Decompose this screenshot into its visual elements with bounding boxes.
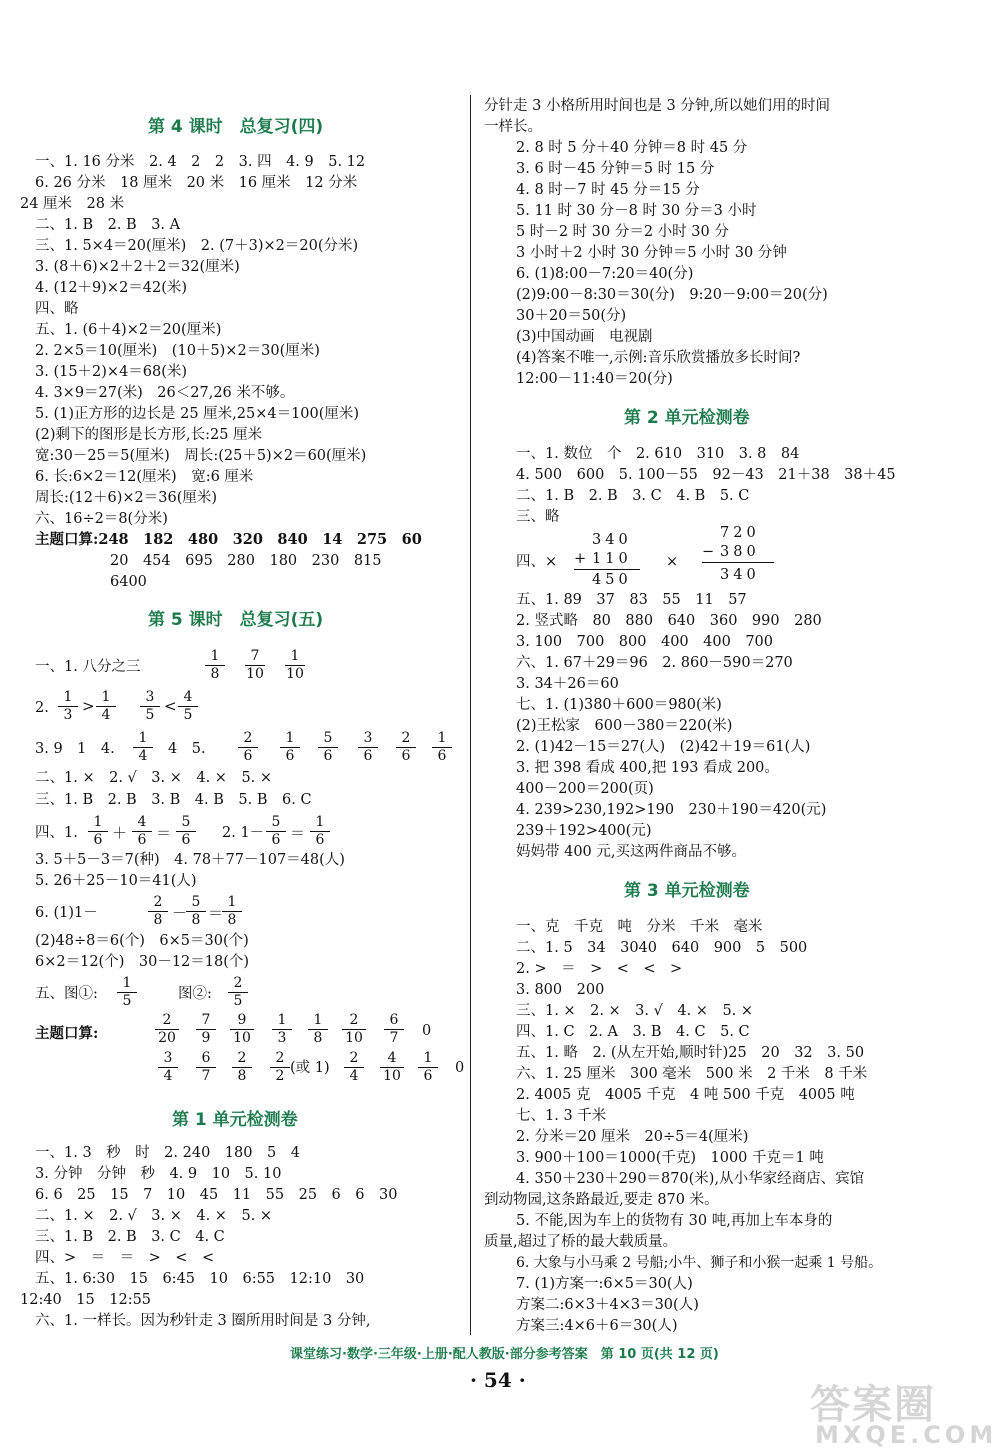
fraction: 5 6 xyxy=(266,814,286,849)
fraction: 1 6 xyxy=(310,814,330,849)
vertical-calc-result: 340 xyxy=(720,567,760,583)
text-line: 二、1. × 2. √ 3. × 4. × 5. × xyxy=(35,770,273,786)
fraction: 1 4 xyxy=(133,730,153,765)
text-line: 五、图①: xyxy=(35,986,98,1002)
text-line: 四、> ＝ ＝ > < < xyxy=(35,1250,215,1266)
vertical-calc-mid: 380 xyxy=(720,544,760,560)
vertical-calc-op: − xyxy=(702,544,719,560)
watermark-text: 答案圈 xyxy=(810,1382,936,1428)
text-line: 分针走 3 小格所用时间也是 3 分钟,所以她们用的时间 xyxy=(484,98,830,114)
text-line: 5. 26＋25－10＝41(人) xyxy=(35,873,197,889)
text-line: 五、1. 6:30 15 6:45 10 6:55 12:10 30 xyxy=(35,1271,365,1287)
operator: ＝ xyxy=(290,824,306,842)
text-line: 2. > ＝ > < < > xyxy=(516,961,683,977)
text-line: 24 厘米 28 米 xyxy=(20,196,125,212)
text-line: 239＋192>400(元) xyxy=(516,823,652,839)
column-divider xyxy=(470,95,471,1335)
fraction: 2 4 xyxy=(344,1050,364,1085)
text-line: 方案三:4×6＋6＝30(人) xyxy=(516,1318,678,1334)
text-line: 六、1. 67＋29＝96 2. 860－590＝270 xyxy=(516,655,793,671)
text-line: (4)答案不唯一,示例:音乐欣赏播放多长时间? xyxy=(516,350,801,366)
fraction: 2 2 xyxy=(270,1050,290,1085)
text-line: 5 时－2 时 30 分＝2 小时 30 分 xyxy=(516,224,729,240)
fraction: 3 6 xyxy=(358,730,378,765)
text-line: 3. 100 700 800 400 400 700 xyxy=(516,634,773,650)
fraction: 1 4 xyxy=(96,689,116,724)
fraction: 1 8 xyxy=(222,894,242,929)
text-line: 主题口算:248 182 480 320 840 14 275 60 xyxy=(35,531,422,548)
text-line: 5. 11 时 30 分－8 时 30 分＝3 小时 xyxy=(516,203,757,219)
comparison-sign: < xyxy=(164,697,177,715)
text-line: 一、1. 3 秒 时 2. 240 180 5 4 xyxy=(35,1145,300,1161)
fraction: 3 5 xyxy=(140,689,160,724)
fraction: 1 3 xyxy=(272,1012,292,1047)
watermark-logo xyxy=(810,1373,998,1453)
text-line: 3. 900＋100＝1000(千克) 1000 千克＝1 吨 xyxy=(516,1150,824,1166)
text-line: 二、1. B 2. B 3. A xyxy=(35,217,181,233)
fraction: 2 8 xyxy=(232,1050,252,1085)
fraction: 1 8 xyxy=(205,648,225,683)
fraction: 9 10 xyxy=(230,1012,254,1047)
text-line: 3. 5＋5－3＝7(种) 4. 78＋77－107＝48(人) xyxy=(35,852,345,868)
text-line: 6×2＝12(个) 30－12＝18(个) xyxy=(35,954,250,970)
text-line: 3. 把 398 看成 400,把 193 看成 200。 xyxy=(516,760,779,776)
text-line: 四、1. xyxy=(35,825,78,841)
text-line: 七、1. 3 千米 xyxy=(516,1108,607,1124)
text-line: 12:40 15 12:55 xyxy=(20,1292,152,1308)
text-line: 7. (1)方案一:6×5＝30(人) xyxy=(516,1276,693,1292)
text-line: 4. (12＋9)×2＝42(米) xyxy=(35,280,188,296)
fraction: 1 5 xyxy=(117,975,137,1010)
text-line: 三、1. B 2. B 3. B 4. B 5. B 6. C xyxy=(35,792,312,808)
text-line: 五、1. 略 2. (从左开始,顺时针)25 20 32 3. 50 xyxy=(516,1045,865,1061)
text-line: 四、略 xyxy=(35,301,79,317)
footer-title: 课堂练习·数学·三年级·上册·配人教版·部分参考答案 第 10 页(共 12 页) xyxy=(290,1347,719,1362)
text-line: 2. (1)42－15＝27(人) (2)42＋19＝61(人) xyxy=(516,739,811,755)
text-line: 6. (1)8:00－7:20＝40(分) xyxy=(516,266,694,282)
text-line: 3. (15＋2)×4＝68(米) xyxy=(35,364,188,380)
text-line: 6. 长:6×2＝12(厘米) 宽:6 厘米 xyxy=(35,469,254,485)
text-line: (2)48÷8＝6(个) 6×5＝30(个) xyxy=(35,933,249,949)
text-line: 2. 2×5＝10(厘米) (10＋5)×2＝30(厘米) xyxy=(35,343,320,359)
text-line: 到动物园,这条路最近,要走 870 米。 xyxy=(484,1192,719,1208)
vertical-calc-top: 340 xyxy=(592,532,632,548)
fraction: 1 6 xyxy=(432,730,452,765)
text-line: 2. 4005 克 4005 千克 4 吨 500 千克 4005 吨 xyxy=(516,1087,855,1103)
text-line: 6400 xyxy=(110,574,147,590)
fraction: 7 9 xyxy=(196,1012,216,1047)
text-line: 四、× xyxy=(516,554,558,570)
text-line: (或 1) xyxy=(290,1060,330,1076)
fraction: 4 6 xyxy=(132,814,152,849)
text-line: 二、1. 5 34 3040 640 900 5 500 xyxy=(516,940,808,956)
text-line: 6. 6 25 15 7 10 45 11 55 25 6 6 30 xyxy=(35,1187,398,1203)
fraction: 4 10 xyxy=(380,1050,404,1085)
text-line: 三、1. × 2. × 3. √ 4. × 5. × xyxy=(516,1003,754,1019)
text-line: 三、略 xyxy=(516,509,560,525)
text-line: 五、1. 89 37 83 55 11 57 xyxy=(516,592,747,608)
text-line: × xyxy=(666,554,679,570)
section-heading-unit1: 第 1 单元检测卷 xyxy=(172,1110,298,1130)
text-line: 2. 竖式略 80 880 640 360 990 280 xyxy=(516,613,822,629)
text-line: 400－200＝200(页) xyxy=(516,781,654,797)
comparison-sign: > xyxy=(82,697,95,715)
text-line: 2. 1－ xyxy=(222,825,265,841)
text-line: 12:00－11:40＝20(分) xyxy=(516,371,673,387)
text-line: 6. (1)1－ xyxy=(35,905,98,921)
section-heading-unit2: 第 2 单元检测卷 xyxy=(624,408,750,428)
fraction: 1 10 xyxy=(286,648,304,682)
fraction: 5 6 xyxy=(176,814,196,849)
text-line: 一样长。 xyxy=(484,119,542,135)
fraction: 2 6 xyxy=(238,730,258,765)
text-line: 一、克 千克 吨 分米 千米 毫米 xyxy=(516,919,763,935)
text-line: 六、1. 25 厘米 300 毫米 500 米 2 千米 8 千米 xyxy=(516,1066,868,1082)
text-line: (3)中国动画 电视剧 xyxy=(516,329,653,345)
text-line: 4. 350＋230＋290＝870(米),从小华家经商店、宾馆 xyxy=(516,1171,865,1187)
fraction: 2 6 xyxy=(396,730,416,765)
text-line: 六、16÷2＝8(分米) xyxy=(35,511,168,527)
fraction: 6 7 xyxy=(384,1012,404,1047)
vertical-calc-result: 450 xyxy=(592,572,632,588)
text-line: 0 xyxy=(455,1060,465,1076)
fraction: 1 3 xyxy=(58,689,78,724)
text-line: 3. (8＋6)×2＋2＋2＝32(厘米) xyxy=(35,259,240,275)
text-line: 0 xyxy=(422,1023,432,1039)
text-line: 三、1. 5×4＝20(厘米) 2. (7＋3)×2＝20(分米) xyxy=(35,238,359,254)
page-number: · 54 · xyxy=(470,1368,526,1392)
text-line: 宽:30－25＝5(厘米) 周长:(25＋5)×2＝60(厘米) xyxy=(35,448,367,464)
text-line: 妈妈带 400 元,买这两件商品不够。 xyxy=(516,844,747,860)
section-heading-lesson4: 第 4 课时 总复习(四) xyxy=(148,117,324,137)
text-line: 七、1. (1)380＋600＝980(米) xyxy=(516,697,722,713)
text-line: 二、1. × 2. √ 3. × 4. × 5. × xyxy=(35,1208,273,1224)
text-line: 3. 800 200 xyxy=(516,982,605,998)
text-line: 一、1. 八分之三 xyxy=(35,659,141,675)
text-line: 三、1. B 2. B 3. C 4. C xyxy=(35,1229,225,1245)
text-line: 4. 3×9＝27(米) 26＜27,26 米不够。 xyxy=(35,385,295,401)
calc-rule xyxy=(574,569,640,570)
fraction: 1 6 xyxy=(88,814,108,849)
text-line: 3. 分钟 分钟 秒 4. 9 10 5. 10 xyxy=(35,1166,282,1182)
operator: ＝ xyxy=(208,904,224,922)
text-line: 四、1. C 2. A 3. B 4. C 5. C xyxy=(516,1024,750,1040)
fraction: 2 10 xyxy=(342,1012,366,1047)
text-line: 3 小时＋2 小时 30 分钟＝5 小时 30 分钟 xyxy=(516,245,787,261)
text-line: 4. 500 600 5. 100－55 92－43 21＋38 38＋45 xyxy=(516,467,896,483)
text-line: 4 5. xyxy=(168,741,206,757)
fraction: 2 8 xyxy=(148,894,168,929)
text-line: 3. 34＋26＝60 xyxy=(516,676,619,692)
vertical-calc-op: + xyxy=(574,551,591,567)
fraction: 1 8 xyxy=(308,1012,328,1047)
fraction: 6 7 xyxy=(196,1050,216,1085)
fraction: 7 10 xyxy=(246,648,264,682)
vertical-calc-top: 720 xyxy=(720,525,760,541)
operator: ＋ xyxy=(112,824,128,842)
text-line: (2)王松家 600－380＝220(米) xyxy=(516,718,733,734)
text-line: 3. 6 时－45 分钟＝5 时 15 分 xyxy=(516,161,715,177)
fraction: 2 5 xyxy=(228,975,248,1010)
text-line: 2. 8 时 5 分＋40 分钟＝8 时 45 分 xyxy=(516,140,748,156)
fraction: 1 6 xyxy=(418,1050,438,1085)
fraction: 4 5 xyxy=(178,689,198,724)
operator: ＝ xyxy=(156,824,172,842)
text-line: 质量,超过了桥的最大载质量。 xyxy=(484,1234,678,1250)
calc-rule xyxy=(702,562,774,563)
text-line: 3. 9 1 4. xyxy=(35,741,115,757)
text-line: 4. 239>230,192>190 230＋190＝420(元) xyxy=(516,802,827,818)
text-line: 4. 8 时－7 时 45 分＝15 分 xyxy=(516,182,700,198)
section-heading-unit3: 第 3 单元检测卷 xyxy=(624,881,750,901)
text-line: 2. 分米＝20 厘米 20÷5＝4(厘米) xyxy=(516,1129,749,1145)
text-line: 30＋20＝50(分) xyxy=(516,308,627,324)
text-line: 5. (1)正方形的边长是 25 厘米,25×4＝100(厘米) xyxy=(35,406,360,422)
fraction: 1 6 xyxy=(280,730,300,765)
section-heading-lesson5: 第 5 课时 总复习(五) xyxy=(148,610,324,630)
fraction: 2 20 xyxy=(155,1012,179,1047)
text-line: (2)剩下的图形是长方形,长:25 厘米 xyxy=(35,427,263,443)
text-line: 图②: xyxy=(178,986,212,1002)
text-line: 一、1. 数位 个 2. 610 310 3. 8 84 xyxy=(516,446,800,462)
text-line: 6. 26 分米 18 厘米 20 米 16 厘米 12 分米 xyxy=(35,175,358,191)
text-line: 周长:(12＋6)×2＝36(厘米) xyxy=(35,490,218,506)
text-line: 主题口算: xyxy=(35,1025,99,1042)
text-line: 20 454 695 280 180 230 815 xyxy=(110,553,382,569)
text-line: (2)9:00－8:30＝30(分) 9:20－9:00＝20(分) xyxy=(516,287,828,303)
watermark-url: MXQE.COM xyxy=(815,1421,998,1449)
text-line: 2. xyxy=(35,700,49,716)
fraction: 5 6 xyxy=(318,730,338,765)
text-line: 五、1. (6＋4)×2＝20(厘米) xyxy=(35,322,222,338)
text-line: 6. 大象与小马乘 2 号船;小牛、狮子和小猴一起乘 1 号船。 xyxy=(516,1255,883,1271)
text-line: 方案二:6×3＋4×3＝30(人) xyxy=(516,1297,699,1313)
text-line: 5. 不能,因为车上的货物有 30 吨,再加上车本身的 xyxy=(516,1213,833,1229)
operator: － xyxy=(172,904,188,922)
fraction: 5 8 xyxy=(186,894,206,929)
fraction: 3 4 xyxy=(158,1050,178,1085)
vertical-calc-mid: 110 xyxy=(592,551,632,567)
text-line: 一、1. 16 分米 2. 4 2 2 3. 四 4. 9 5. 12 xyxy=(35,154,366,170)
text-line: 六、1. 一样长。因为秒针走 3 圈所用时间是 3 分钟, xyxy=(35,1313,371,1329)
text-line: 二、1. B 2. B 3. C 4. B 5. C xyxy=(516,488,750,504)
